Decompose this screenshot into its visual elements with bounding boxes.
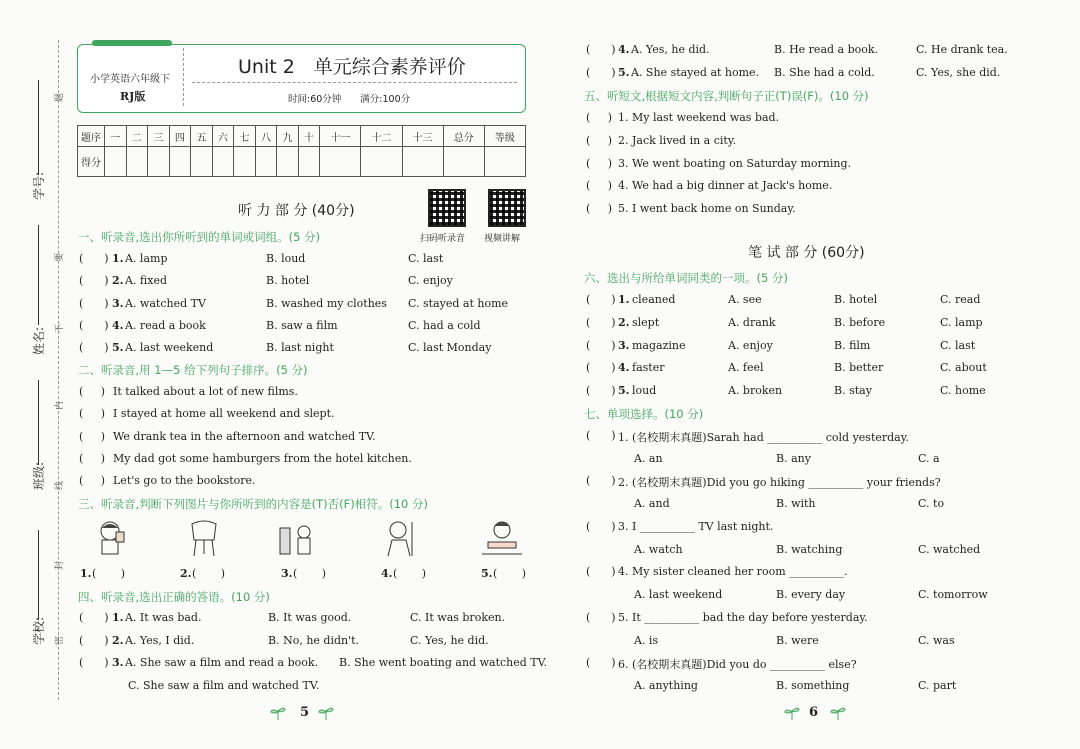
seal-char: 不: [55, 323, 65, 333]
option-c[interactable]: C. about: [940, 361, 987, 375]
option-c[interactable]: C. last Monday: [408, 341, 492, 355]
option-c[interactable]: C. part: [918, 679, 957, 692]
time-score: 时间:60分钟 满分:100分: [288, 94, 411, 105]
given-word: faster: [632, 361, 665, 375]
score-cell[interactable]: [361, 147, 402, 177]
answer-blank[interactable]: ( ): [586, 202, 613, 216]
seal-char: 题: [55, 92, 65, 102]
answer-blank[interactable]: ( ): [586, 111, 613, 124]
score-cell[interactable]: [126, 147, 148, 177]
option-c[interactable]: C. read: [940, 293, 981, 306]
boy-picture-icon: [94, 518, 130, 558]
grade-label: 小学英语六年级下: [90, 74, 170, 85]
option-c[interactable]: C. It was broken.: [410, 611, 506, 624]
statement-item: 4. We had a big dinner at Jack's home.: [618, 179, 833, 193]
given-word: cleaned: [632, 293, 676, 306]
picture-number: 5.: [481, 567, 493, 580]
option-a[interactable]: A. She saw a film and read a book.: [125, 656, 319, 669]
option-b[interactable]: B. It was good.: [268, 611, 352, 624]
score-col: 十二: [361, 126, 402, 147]
question-number: 5.: [112, 341, 124, 355]
option-a[interactable]: A. read a book: [125, 318, 206, 332]
statement-item: 5. I went back home on Sunday.: [618, 202, 796, 216]
score-col: 四: [169, 126, 191, 147]
picture-number: 2.: [180, 567, 192, 580]
answer-blank[interactable]: ( ): [586, 361, 616, 375]
option-a[interactable]: A. last weekend: [634, 588, 723, 602]
picture-number: 4.: [381, 567, 393, 580]
option-b[interactable]: B. with: [776, 497, 816, 511]
option-a[interactable]: A. last weekend: [125, 341, 214, 355]
chair-picture-icon: [186, 518, 222, 558]
score-cell[interactable]: [484, 147, 525, 177]
answer-blank[interactable]: ( ): [192, 567, 226, 580]
page-title: Unit 2 单元综合素养评价: [238, 56, 466, 78]
option-c[interactable]: C. tomorrow: [918, 588, 988, 602]
seal-char: 封: [55, 560, 65, 570]
picture-number: 3.: [281, 567, 293, 580]
option-a[interactable]: A. enjoy: [728, 338, 773, 352]
score-col: 总分: [443, 126, 484, 147]
score-col: 五: [191, 126, 213, 147]
option-b[interactable]: B. every day: [776, 588, 846, 602]
question-text: 6. (名校期末真题)Did you do __________ else?: [618, 658, 857, 671]
option-b[interactable]: B. film: [834, 338, 871, 352]
section-title: 六、选出与所给单词同类的一项。(5 分): [584, 271, 788, 285]
answer-blank[interactable]: ( ): [79, 656, 109, 669]
section-title: 一、听录音,选出你所听到的单词或词组。(5 分): [78, 230, 321, 244]
question-text: 3. I __________ TV last night.: [618, 519, 774, 533]
title-rule: [192, 82, 517, 83]
qr-code-icon[interactable]: [488, 189, 526, 227]
option-b[interactable]: B. washed my clothes: [266, 296, 387, 310]
section-title: 二、听录音,用 1—5 给下列句子排序。(5 分): [78, 363, 308, 377]
seal-char: 内: [55, 400, 65, 410]
score-col: 等级: [484, 126, 525, 147]
score-cell[interactable]: [277, 147, 299, 177]
option-b[interactable]: B. better: [834, 361, 884, 375]
answer-blank[interactable]: ( ): [92, 567, 126, 580]
option-a[interactable]: A. see: [728, 293, 762, 306]
option-a[interactable]: A. and: [634, 497, 670, 511]
option-b[interactable]: B. something: [776, 679, 850, 692]
score-row-label: 题序: [78, 126, 105, 147]
option-b[interactable]: B. watching: [776, 542, 843, 556]
option-a[interactable]: A. fixed: [125, 274, 168, 288]
score-col: 十三: [402, 126, 443, 147]
score-cell[interactable]: [298, 147, 320, 177]
page-number-right: 6: [809, 705, 819, 720]
question-text: 4. My sister cleaned her room __________.: [618, 565, 848, 579]
answer-blank[interactable]: ( ): [79, 407, 106, 421]
answer-blank[interactable]: ( ): [79, 634, 109, 647]
listening-heading: 听 力 部 分 (40分): [238, 203, 355, 219]
name-label: 姓名:: [32, 326, 46, 355]
sentence-item: It talked about a lot of new films.: [113, 385, 298, 398]
answer-blank[interactable]: ( ): [586, 133, 613, 147]
doctor-picture-icon: [384, 518, 420, 558]
option-c[interactable]: C. stayed at home: [408, 296, 509, 310]
statement-item: 1. My last weekend was bad.: [618, 111, 780, 124]
option-b[interactable]: B. loud: [266, 252, 306, 265]
option-b[interactable]: B. No, he didn't.: [268, 634, 360, 647]
answer-blank[interactable]: ( ): [79, 611, 109, 624]
question-number: 3.: [112, 656, 124, 669]
option-a[interactable]: A. feel: [728, 361, 764, 375]
option-c[interactable]: C. last: [408, 252, 444, 265]
option-c[interactable]: C. watched: [918, 542, 981, 556]
class-label: 班级:: [32, 461, 46, 490]
section-title: 三、听录音,判断下列图片与你所听到的内容是(T)否(F)相符。(10 分): [78, 497, 429, 511]
answer-blank[interactable]: ( ): [79, 252, 109, 265]
option-a[interactable]: A. watched TV: [125, 296, 206, 310]
edition-label: RJ版: [120, 90, 146, 103]
qr-code-icon[interactable]: [428, 189, 466, 227]
score-cell[interactable]: [212, 147, 234, 177]
seal-char: 要: [55, 252, 65, 262]
answer-blank[interactable]: ( ): [586, 315, 616, 329]
sentence-item: We drank tea in the afternoon and watched TV.: [113, 429, 376, 443]
option-a[interactable]: A. an: [634, 452, 663, 465]
score-cell[interactable]: [402, 147, 443, 177]
answer-blank[interactable]: ( ): [586, 338, 616, 352]
statement-item: 3. We went boating on Saturday morning.: [618, 156, 852, 170]
answer-blank[interactable]: ( ): [79, 341, 109, 355]
question-number: 3.: [112, 296, 124, 310]
answer-blank[interactable]: ( ): [79, 274, 109, 288]
option-b[interactable]: B. hotel: [834, 293, 878, 306]
question-number: 2.: [112, 634, 124, 647]
section-title: 五、听短文,根据短文内容,判断句子正(T)误(F)。(10 分): [584, 89, 869, 103]
option-a[interactable]: A. watch: [634, 542, 683, 556]
option-a[interactable]: A. Yes, he did.: [631, 43, 710, 56]
option-b[interactable]: B. stay: [834, 384, 872, 398]
answer-blank[interactable]: ( ): [586, 43, 616, 56]
option-b[interactable]: B. saw a film: [266, 318, 338, 332]
picture-number: 1.: [80, 567, 92, 580]
sentence-item: My dad got some hamburgers from the hotel kitchen.: [113, 451, 412, 465]
given-word: magazine: [632, 338, 686, 352]
score-col: 六: [212, 126, 234, 147]
score-table: [77, 125, 526, 177]
score-cell[interactable]: [234, 147, 256, 177]
option-a[interactable]: A. drank: [728, 315, 776, 329]
answer-blank[interactable]: ( ): [79, 296, 109, 310]
score-cell[interactable]: [148, 147, 170, 177]
binding-line: [58, 40, 59, 700]
leaf-icon: [784, 706, 800, 720]
score-col: 八: [255, 126, 277, 147]
option-b[interactable]: B. were: [776, 633, 819, 647]
leaf-icon: [830, 706, 846, 720]
option-b[interactable]: B. She went boating and watched TV.: [339, 656, 548, 669]
writing-heading: 笔 试 部 分 (60分): [748, 245, 865, 261]
option-a[interactable]: A. lamp: [125, 252, 168, 265]
option-c[interactable]: C. He drank tea.: [916, 43, 1008, 56]
title-divider: [183, 48, 184, 106]
score-col: 二: [126, 126, 148, 147]
option-b[interactable]: B. She had a cold.: [774, 66, 875, 79]
answer-blank[interactable]: ( ): [586, 474, 616, 488]
option-c[interactable]: C. to: [918, 497, 945, 511]
option-b[interactable]: B. hotel: [266, 274, 310, 288]
option-c[interactable]: C. was: [918, 633, 955, 647]
question-number: 1.: [112, 252, 124, 265]
qr-caption-audio: 扫码听录音: [420, 234, 466, 244]
score-cell[interactable]: [105, 147, 127, 177]
answer-blank[interactable]: ( ): [586, 293, 616, 306]
question-number: 4.: [112, 318, 124, 332]
option-b[interactable]: B. before: [834, 315, 886, 329]
qr-caption-video: 视频讲解: [484, 234, 521, 244]
question-text: 1. (名校期末真题)Sarah had __________ cold yesterday.: [618, 431, 909, 444]
option-c[interactable]: C. lamp: [940, 315, 983, 329]
statement-item: 2. Jack lived in a city.: [618, 133, 737, 147]
option-a[interactable]: A. broken: [728, 384, 783, 398]
answer-blank[interactable]: ( ): [586, 610, 616, 624]
score-col: 九: [277, 126, 299, 147]
option-c[interactable]: C. a: [918, 452, 940, 465]
option-c[interactable]: C. Yes, she did.: [916, 66, 1001, 79]
score-cell[interactable]: [443, 147, 484, 177]
option-c[interactable]: C. Yes, he did.: [410, 634, 489, 647]
option-a[interactable]: A. is: [634, 633, 659, 647]
answer-blank[interactable]: ( ): [79, 429, 106, 443]
answer-blank[interactable]: ( ): [586, 656, 616, 669]
answer-blank[interactable]: ( ): [586, 66, 616, 79]
answer-blank[interactable]: ( ): [586, 179, 613, 193]
seal-char: 密: [55, 635, 65, 645]
answer-blank[interactable]: ( ): [586, 429, 616, 442]
question-number: 5.: [618, 66, 630, 79]
question-number: 5.: [618, 384, 630, 398]
answer-blank[interactable]: ( ): [586, 384, 616, 398]
leaf-icon: [270, 706, 286, 720]
score-col: 七: [234, 126, 256, 147]
class-blank[interactable]: [38, 380, 39, 465]
option-a[interactable]: A. She stayed at home.: [631, 66, 760, 79]
option-b[interactable]: B. last night: [266, 341, 334, 355]
answer-blank[interactable]: ( ): [586, 156, 613, 170]
score-col: 三: [148, 126, 170, 147]
score-cell[interactable]: [191, 147, 213, 177]
question-text: 5. It __________ bad the day before yesterday.: [618, 610, 868, 624]
answer-blank[interactable]: ( ): [79, 318, 109, 332]
title-tab-decoration: [92, 40, 172, 46]
school-label: 学校:: [32, 616, 46, 645]
name-blank[interactable]: [38, 225, 39, 325]
score-cell[interactable]: [169, 147, 191, 177]
answer-blank[interactable]: ( ): [493, 567, 527, 580]
cooking-picture-icon: [278, 518, 314, 558]
score-col: 一: [105, 126, 127, 147]
answer-blank[interactable]: ( ): [293, 567, 327, 580]
option-b[interactable]: B. He read a book.: [774, 43, 879, 56]
section-title: 七、单项选择。(10 分): [584, 407, 704, 421]
student-no-blank[interactable]: [38, 80, 39, 175]
student-no-label: 学号:: [32, 171, 46, 200]
question-number: 1.: [618, 293, 630, 306]
answer-blank[interactable]: ( ): [79, 474, 106, 488]
answer-blank[interactable]: ( ): [79, 385, 106, 398]
score-row-label: 得分: [78, 147, 105, 177]
question-number: 1.: [112, 611, 124, 624]
leaf-icon: [318, 706, 334, 720]
sentence-item: Let's go to the bookstore.: [113, 474, 256, 488]
section-title: 四、听录音,选出正确的答语。(10 分): [78, 590, 270, 604]
score-col: 十一: [320, 126, 361, 147]
school-blank[interactable]: [38, 530, 39, 620]
question-number: 2.: [618, 315, 630, 329]
score-cell[interactable]: [255, 147, 277, 177]
answer-blank[interactable]: ( ): [586, 519, 616, 533]
option-b[interactable]: B. any: [776, 452, 811, 465]
answer-blank[interactable]: ( ): [586, 565, 616, 579]
answer-blank[interactable]: ( ): [393, 567, 427, 580]
given-word: loud: [632, 384, 657, 398]
question-number: 4.: [618, 361, 630, 375]
seal-char: 线: [55, 480, 65, 490]
option-a[interactable]: A. Yes, I did.: [125, 634, 195, 647]
option-c[interactable]: C. She saw a film and watched TV.: [128, 679, 320, 692]
option-c[interactable]: C. home: [940, 384, 986, 398]
option-a[interactable]: A. anything: [634, 679, 698, 692]
question-text: 2. (名校期末真题)Did you go hiking __________ your friends?: [618, 476, 941, 490]
score-col: 十: [298, 126, 320, 147]
option-c[interactable]: C. enjoy: [408, 274, 453, 288]
sentence-item: I stayed at home all weekend and slept.: [113, 407, 335, 421]
girl-reading-picture-icon: [480, 518, 524, 558]
question-number: 4.: [618, 43, 630, 56]
option-c[interactable]: C. had a cold: [408, 318, 481, 332]
option-c[interactable]: C. last: [940, 338, 976, 352]
answer-blank[interactable]: ( ): [79, 451, 106, 465]
option-a[interactable]: A. It was bad.: [125, 611, 202, 624]
question-number: 2.: [112, 274, 124, 288]
given-word: slept: [632, 315, 660, 329]
page-number-left: 5: [300, 705, 310, 720]
question-number: 3.: [618, 338, 630, 352]
score-cell[interactable]: [320, 147, 361, 177]
